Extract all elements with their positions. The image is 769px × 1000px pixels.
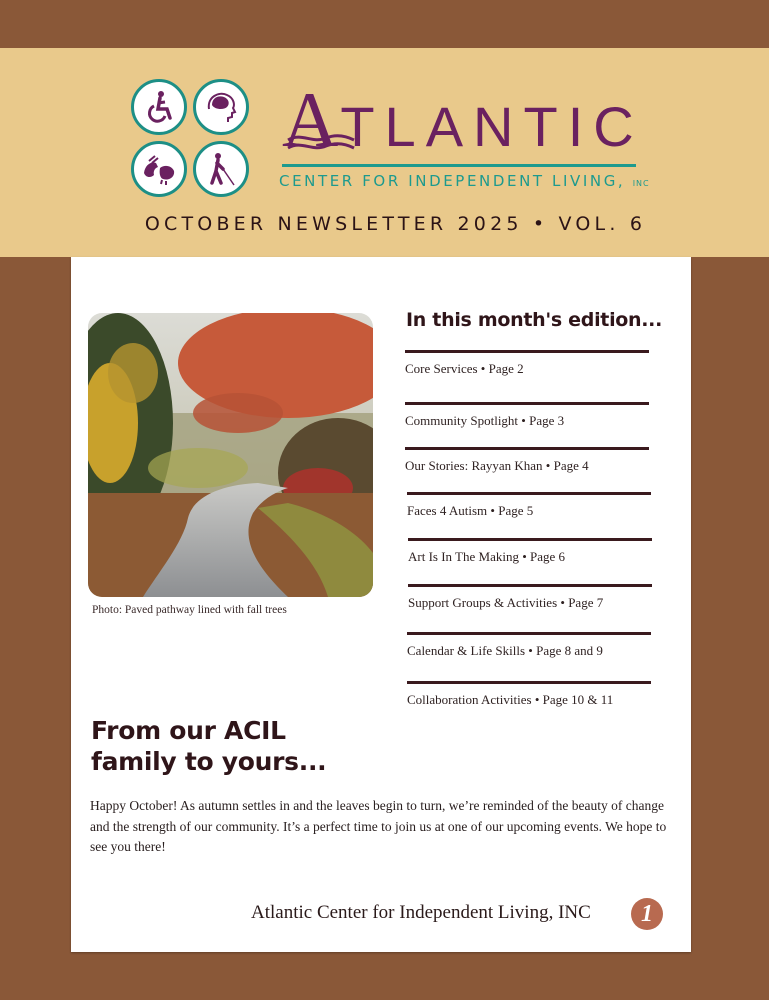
intro-body: Happy October! As autumn settles in and the leaves begin to turn, we’re reminded of the beauty of change and the strength of our community. It’s a perfect time to join us at one of our upcoming events. We hope to see you there! <box>90 798 667 854</box>
intro-heading-line2: family to yours... <box>91 747 327 776</box>
intro-heading <box>91 715 326 777</box>
brain-head-icon <box>193 79 249 135</box>
logo-subtitle-text: CENTER FOR INDEPENDENT LIVING, <box>279 172 626 190</box>
intro-heading-line1: From our ACIL <box>91 716 286 745</box>
toc-item[interactable] <box>405 447 649 474</box>
toc-item-label: Collaboration Activities • Page 10 & 11 <box>407 692 614 707</box>
wheelchair-icon <box>131 79 187 135</box>
toc-item-label: Community Spotlight • Page 3 <box>405 413 565 428</box>
toc-item[interactable] <box>408 584 652 611</box>
logo-subtitle <box>279 172 650 190</box>
toc-item-label: Art Is In The Making • Page 6 <box>408 549 566 564</box>
toc-item[interactable] <box>407 632 651 659</box>
toc-divider <box>405 447 649 450</box>
logo-word-rest: TLANTIC <box>340 95 644 158</box>
logo-rule <box>282 164 636 167</box>
issue-line: OCTOBER NEWSLETTER 2025 • VOL. 6 <box>144 213 647 235</box>
newsletter-page <box>71 257 691 952</box>
toc-divider <box>407 492 651 495</box>
toc-item[interactable] <box>405 402 649 429</box>
toc-item[interactable] <box>407 492 651 519</box>
sign-language-icon <box>131 141 187 197</box>
logo-inc: INC <box>632 179 650 188</box>
toc-divider <box>407 632 651 635</box>
autumn-path-photo <box>88 313 373 597</box>
toc-item-label: Support Groups & Activities • Page 7 <box>408 595 604 610</box>
toc-item-label: Core Services • Page 2 <box>405 361 524 376</box>
toc-divider <box>408 584 652 587</box>
toc-title: In this month's edition... <box>406 309 663 331</box>
toc-divider <box>407 681 651 684</box>
toc-item[interactable] <box>408 538 652 565</box>
toc-item[interactable] <box>405 350 649 377</box>
toc-item[interactable] <box>407 681 651 708</box>
accessibility-icons <box>131 79 253 201</box>
toc-item-label: Calendar & Life Skills • Page 8 and 9 <box>407 643 603 658</box>
toc-item-label: Faces 4 Autism • Page 5 <box>407 503 534 518</box>
toc-divider <box>405 350 649 353</box>
organization-logo <box>279 76 650 196</box>
toc-divider <box>405 402 649 405</box>
logo-letter-a: A <box>282 76 341 163</box>
waves-icon <box>286 132 356 154</box>
photo-caption: Photo: Paved pathway lined with fall trees <box>92 604 287 616</box>
page-number-badge: 1 <box>631 898 663 930</box>
toc-divider <box>408 538 652 541</box>
blind-cane-icon <box>193 141 249 197</box>
footer-org-name: Atlantic Center for Independent Living, INC <box>251 902 591 923</box>
toc-item-label: Our Stories: Rayyan Khan • Page 4 <box>405 458 589 473</box>
